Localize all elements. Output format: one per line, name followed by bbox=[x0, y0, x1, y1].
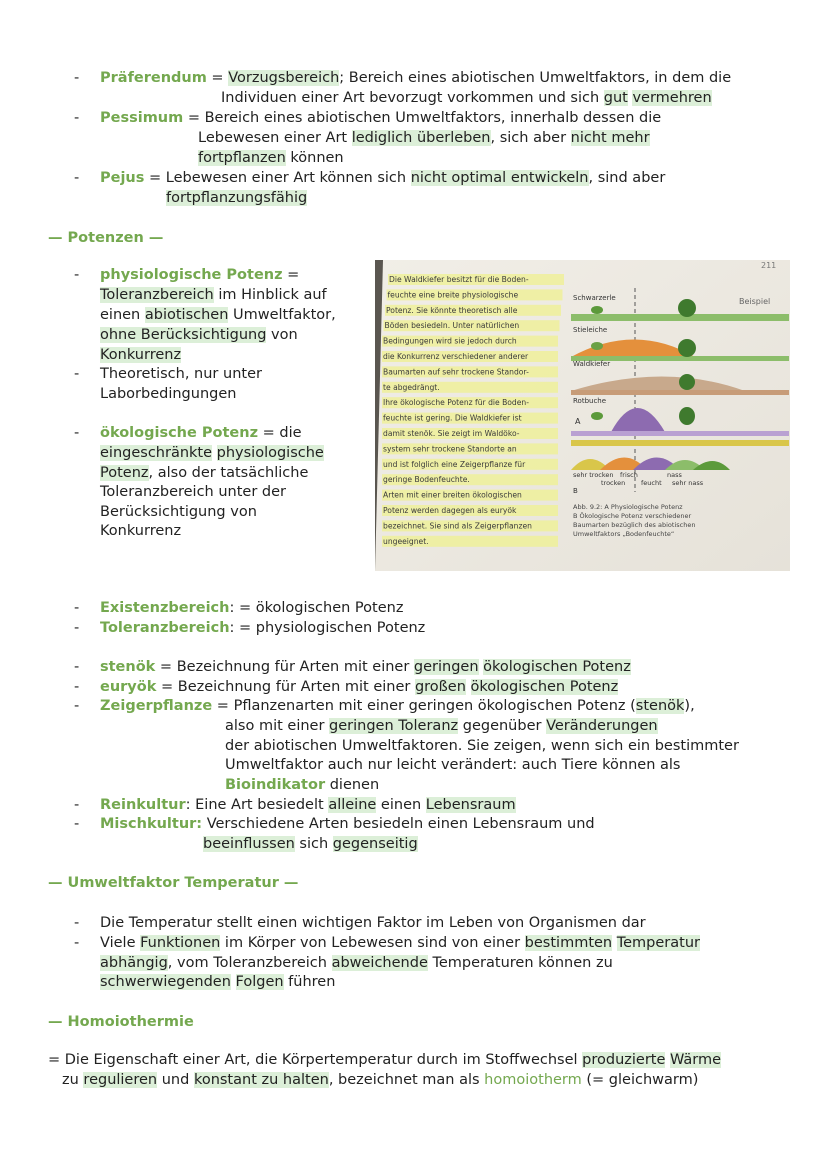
homo-line-1 bbox=[48, 1050, 721, 1070]
book-text-line: Böden besiedeln. Unter natürlichen bbox=[384, 321, 520, 331]
text: = Lebewesen einer Art können sich bbox=[144, 170, 411, 186]
highlight: geringen bbox=[413, 659, 479, 675]
temp-line-2 bbox=[100, 933, 700, 953]
text: , sich aber bbox=[490, 130, 571, 146]
theo-line-1: Theoretisch, nur unter bbox=[100, 366, 262, 382]
highlight: Funktionen bbox=[140, 935, 221, 951]
term-euryoek: euryök bbox=[100, 679, 157, 695]
text: , sind aber bbox=[588, 170, 666, 186]
text: Lebewesen einer Art bbox=[198, 130, 352, 146]
homo-line-2 bbox=[62, 1070, 698, 1090]
text: = die bbox=[258, 425, 302, 441]
tree-label-waldkiefer: Waldkiefer bbox=[573, 360, 611, 368]
highlight: fortpflanzen bbox=[198, 150, 286, 166]
text bbox=[231, 974, 236, 990]
moisture-label: sehr trocken bbox=[573, 471, 614, 479]
bullet-dash: - bbox=[74, 915, 80, 931]
book-text-line: geringe Bodenfeuchte. bbox=[383, 475, 470, 485]
text: = Bereich eines abiotischen Umweltfaktors, innerhalb dessen die bbox=[183, 110, 662, 126]
highlight: alleine bbox=[328, 797, 377, 813]
bullet-dash: - bbox=[74, 70, 80, 86]
text: Viele bbox=[100, 935, 141, 951]
page-number: 211 bbox=[761, 261, 777, 270]
caption-line: B Ökologische Potenz verschiedener bbox=[573, 512, 692, 520]
mischkultur-line-1 bbox=[100, 814, 595, 834]
highlight: Folgen bbox=[235, 974, 284, 990]
bullet-dash: - bbox=[74, 816, 80, 832]
heading-potenzen: — Potenzen — bbox=[48, 230, 164, 246]
textbook-photo bbox=[375, 260, 790, 571]
text: ), bbox=[684, 698, 695, 714]
book-text-line: feuchte eine breite physiologische bbox=[387, 290, 519, 300]
bullet-dash: - bbox=[74, 659, 80, 675]
text: (= gleichwarm) bbox=[581, 1072, 699, 1088]
bar-waldkiefer bbox=[571, 390, 789, 395]
term-bioindikator: Bioindikator bbox=[225, 777, 326, 793]
bullet-dash: - bbox=[74, 797, 80, 813]
term-stenoek: stenök bbox=[100, 659, 156, 675]
book-text-line: Potenz werden dagegen als euryök bbox=[383, 506, 517, 515]
highlight: lediglich überleben bbox=[351, 130, 491, 146]
heading-homoiothermie: — Homoiothermie bbox=[48, 1014, 194, 1030]
oek-line-2 bbox=[100, 443, 324, 463]
highlight: regulieren bbox=[83, 1072, 158, 1088]
highlight: nicht mehr bbox=[570, 130, 650, 146]
highlight: Wärme bbox=[670, 1052, 722, 1068]
text: = bbox=[282, 267, 300, 283]
book-text-line: feuchte ist gering. Die Waldkiefer ist bbox=[383, 413, 522, 423]
toleranzbereich-line bbox=[100, 618, 425, 638]
phys-line-1 bbox=[100, 265, 299, 285]
moisture-label: frisch bbox=[620, 471, 638, 479]
text: : = physiologischen Potenz bbox=[229, 620, 426, 636]
highlight: Veränderungen bbox=[546, 718, 658, 734]
highlight: geringen Toleranz bbox=[329, 718, 459, 734]
euryoek-line bbox=[100, 677, 618, 697]
book-text-line: Baumarten auf sehr trockene Standor- bbox=[383, 367, 529, 377]
text: Verschiedene Arten besiedeln einen Lebensraum und bbox=[202, 816, 595, 832]
pejus-line-2 bbox=[166, 188, 307, 208]
text: einen bbox=[376, 797, 426, 813]
term-physiologische-potenz: physiologische Potenz bbox=[100, 267, 283, 283]
oek-line-1 bbox=[100, 423, 302, 443]
oek-line-4: Toleranzbereich unter der bbox=[100, 484, 286, 500]
temp-line-1: Die Temperatur stellt einen wichtigen Faktor im Leben von Organismen dar bbox=[100, 915, 646, 931]
term-homoiotherm: homoiotherm bbox=[484, 1072, 582, 1088]
highlight: eingeschränkte bbox=[100, 445, 213, 461]
term-mischkultur: Mischkultur: bbox=[100, 816, 203, 832]
bar-rotbuche bbox=[571, 431, 789, 436]
zeigerpflanze-line-2 bbox=[225, 716, 658, 736]
pessimum-line-3 bbox=[198, 148, 344, 168]
bar-schwarzerle bbox=[571, 314, 789, 321]
heading-temperatur: — Umweltfaktor Temperatur — bbox=[48, 875, 299, 891]
highlight: abweichende bbox=[331, 955, 428, 971]
mischkultur-line-2 bbox=[203, 834, 418, 854]
tree-icon bbox=[679, 407, 695, 425]
book-text-line: und ist folglich eine Zeigerpflanze für bbox=[383, 459, 526, 469]
text: ; Bereich eines abiotischen Umweltfaktors, in dem die bbox=[339, 70, 732, 86]
tree-label-rotbuche: Rotbuche bbox=[573, 397, 607, 405]
caption-line: Umweltfaktors „Bodenfeuchte“ bbox=[573, 530, 675, 538]
pejus-line-1 bbox=[100, 168, 665, 188]
book-text-line: Ihre ökologische Potenz für die Boden- bbox=[383, 398, 529, 408]
moisture-label: feucht bbox=[641, 479, 662, 487]
highlight: Vorzugsbereich bbox=[228, 70, 340, 86]
text: , also der tatsächliche bbox=[148, 465, 309, 481]
tree-icon bbox=[679, 374, 695, 390]
text: = Bezeichnung für Arten mit einer bbox=[155, 659, 414, 675]
bar-b bbox=[571, 440, 789, 446]
text: im Hinblick auf bbox=[213, 287, 327, 303]
highlight: Lebensraum bbox=[425, 797, 516, 813]
highlight: vermehren bbox=[632, 90, 712, 106]
moisture-label: nass bbox=[667, 471, 682, 479]
highlight: gut bbox=[603, 90, 628, 106]
book-text-line: damit stenök. Sie zeigt im Waldöko- bbox=[383, 429, 520, 438]
leaf-icon bbox=[591, 306, 603, 314]
term-existenzbereich: Existenzbereich bbox=[100, 600, 230, 616]
bullet-dash: - bbox=[74, 600, 80, 616]
text: = Pflanzenarten mit einer geringen ökologischen Potenz ( bbox=[212, 698, 636, 714]
leaf-icon bbox=[591, 412, 603, 420]
book-text-line: Arten mit einer breiten ökologischen bbox=[383, 490, 522, 500]
oek-line-5: Berücksichtigung von bbox=[100, 504, 257, 520]
pessimum-line-2 bbox=[198, 128, 650, 148]
bullet-dash: - bbox=[74, 620, 80, 636]
phys-line-5 bbox=[100, 345, 181, 365]
book-text-line: te abgedrängt. bbox=[383, 382, 440, 392]
bullet-dash: - bbox=[74, 425, 80, 441]
bullet-dash: - bbox=[74, 110, 80, 126]
temp-line-4 bbox=[100, 972, 335, 992]
book-text-line: Die Waldkiefer besitzt für die Boden- bbox=[389, 275, 529, 284]
example-label: Beispiel bbox=[739, 297, 771, 306]
text: können bbox=[285, 150, 344, 166]
praeferendum-line-1 bbox=[100, 68, 731, 88]
highlight: gegenseitig bbox=[332, 836, 418, 852]
oek-line-3 bbox=[100, 463, 308, 483]
oek-line-6: Konkurrenz bbox=[100, 523, 182, 539]
tree-icon bbox=[678, 339, 696, 357]
tree-label-stieleiche: Stieleiche bbox=[573, 326, 608, 334]
tree-icon bbox=[678, 299, 696, 317]
highlight: großen bbox=[414, 679, 466, 695]
book-text-line: ungeeignet. bbox=[383, 536, 429, 546]
highlight: schwerwiegenden bbox=[100, 974, 231, 990]
moisture-label: sehr nass bbox=[672, 479, 704, 487]
highlight: Potenz bbox=[100, 465, 149, 481]
term-pejus: Pejus bbox=[100, 170, 145, 186]
textbook-photo-drawing bbox=[375, 260, 790, 571]
text: dienen bbox=[325, 777, 380, 793]
highlight: abiotischen bbox=[144, 307, 229, 323]
highlight: physiologische bbox=[216, 445, 324, 461]
term-reinkultur: Reinkultur bbox=[100, 797, 186, 813]
text: im Körper von Lebewesen sind von einer bbox=[220, 935, 525, 951]
term-toleranzbereich: Toleranzbereich bbox=[100, 620, 230, 636]
zeigerpflanze-line-3: der abiotischen Umweltfaktoren. Sie zeigen, wenn sich ein bestimmter bbox=[225, 738, 739, 754]
text: , bezeichnet man als bbox=[328, 1072, 485, 1088]
text: : Eine Art besiedelt bbox=[185, 797, 329, 813]
moisture-label: trocken bbox=[601, 479, 626, 487]
text: gegenüber bbox=[458, 718, 547, 734]
existenzbereich-line bbox=[100, 598, 403, 618]
highlight: stenök bbox=[635, 698, 685, 714]
term-pessimum: Pessimum bbox=[100, 110, 184, 126]
zeigerpflanze-line-4: Umweltfaktor auch nur leicht verändert: auch Tiere können als bbox=[225, 757, 681, 773]
book-text-line: Potenz. Sie könnte theoretisch alle bbox=[386, 305, 518, 315]
highlight: Temperatur bbox=[616, 935, 700, 951]
bullet-dash: - bbox=[74, 935, 80, 951]
tree-label-schwarzerle: Schwarzerle bbox=[573, 294, 616, 302]
text: führen bbox=[283, 974, 336, 990]
bullet-dash: - bbox=[74, 366, 80, 382]
text bbox=[212, 445, 217, 461]
text: zu bbox=[62, 1072, 84, 1088]
text: und bbox=[157, 1072, 194, 1088]
term-praeferendum: Präferendum bbox=[100, 70, 207, 86]
label-b: B bbox=[573, 487, 578, 495]
text: = bbox=[206, 70, 229, 86]
text: = Die Eigenschaft einer Art, die Körpertemperatur durch im Stoffwechsel bbox=[48, 1052, 583, 1068]
book-text-line: bezeichnet. Sie sind als Zeigerpflanzen bbox=[383, 521, 532, 531]
highlight: produzierte bbox=[582, 1052, 666, 1068]
text: sich bbox=[294, 836, 333, 852]
book-text-line: system sehr trockene Standorte an bbox=[383, 444, 517, 454]
bullet-dash: - bbox=[74, 679, 80, 695]
term-oekologische-potenz: ökologische Potenz bbox=[100, 425, 259, 441]
phys-line-2 bbox=[100, 285, 327, 305]
highlight: abhängig bbox=[100, 955, 168, 971]
highlight: Toleranzbereich bbox=[100, 287, 214, 303]
text: von bbox=[266, 327, 298, 343]
reinkultur-line bbox=[100, 795, 516, 815]
pessimum-line-1 bbox=[100, 108, 661, 128]
text: also mit einer bbox=[225, 718, 330, 734]
highlight: ökologischen Potenz bbox=[470, 679, 619, 695]
highlight: nicht optimal entwickeln bbox=[410, 170, 589, 186]
temp-line-3 bbox=[100, 953, 613, 973]
book-text-line: Bedingungen wird sie jedoch durch bbox=[383, 336, 517, 346]
bullet-dash: - bbox=[74, 170, 80, 186]
text: : = ökologischen Potenz bbox=[229, 600, 404, 616]
text: Umweltfaktor, bbox=[228, 307, 336, 323]
caption-line: Baumarten bezüglich des abiotischen bbox=[573, 521, 696, 529]
phys-line-4 bbox=[100, 325, 298, 345]
caption-line: Abb. 9.2: A Physiologische Potenz bbox=[573, 503, 683, 511]
phys-line-3 bbox=[100, 305, 336, 325]
highlight: beeinflussen bbox=[203, 836, 295, 852]
text: Temperaturen können zu bbox=[427, 955, 613, 971]
term-zeigerpflanze: Zeigerpflanze bbox=[100, 698, 213, 714]
highlight: Konkurrenz bbox=[100, 347, 182, 363]
bullet-dash: - bbox=[74, 267, 80, 283]
leaf-icon bbox=[591, 342, 603, 350]
zeigerpflanze-line-1 bbox=[100, 696, 695, 716]
label-a: A bbox=[575, 417, 581, 426]
theo-line-2: Laborbedingungen bbox=[100, 386, 237, 402]
text: einen bbox=[100, 307, 145, 323]
stenoek-line bbox=[100, 657, 631, 677]
highlight: fortpflanzungsfähig bbox=[166, 190, 308, 206]
text bbox=[466, 679, 471, 695]
highlight: konstant zu halten bbox=[193, 1072, 329, 1088]
bullet-dash: - bbox=[74, 698, 80, 714]
highlight: bestimmten bbox=[524, 935, 613, 951]
text: = Bezeichnung für Arten mit einer bbox=[156, 679, 415, 695]
text: , vom Toleranzbereich bbox=[167, 955, 332, 971]
text: Individuen einer Art bevorzugt vorkommen und sich bbox=[221, 90, 604, 106]
book-text-line: die Konkurrenz verschiedener anderer bbox=[383, 352, 529, 361]
highlight: ohne Berücksichtigung bbox=[100, 327, 267, 343]
highlight: ökologischen Potenz bbox=[483, 659, 631, 675]
praeferendum-line-2 bbox=[221, 88, 712, 108]
zeigerpflanze-line-5 bbox=[225, 775, 379, 795]
